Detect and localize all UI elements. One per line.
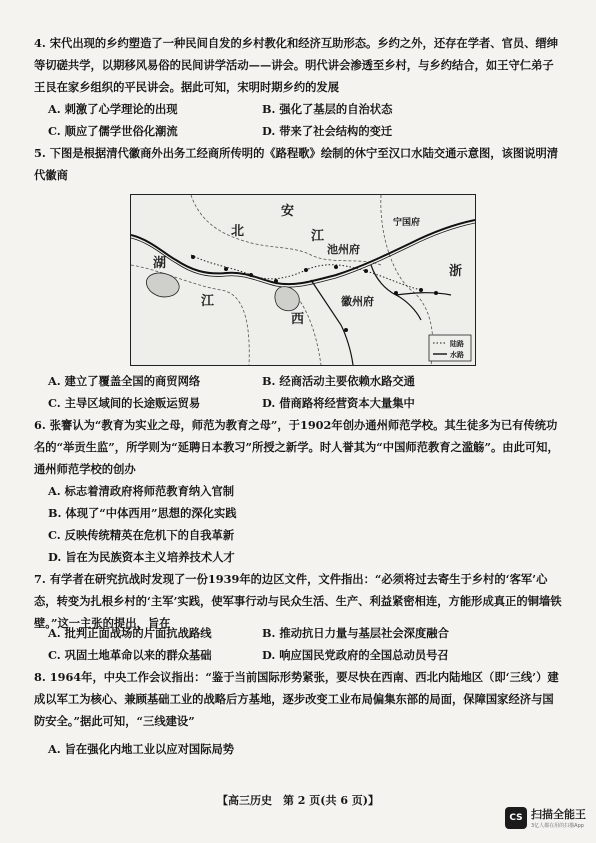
- option-5d: D. 借商路将经营资本大量集中: [262, 396, 415, 410]
- map-label-an: 安: [281, 204, 295, 219]
- option-8a: A. 旨在强化内地工业以应对国际局势: [48, 742, 235, 756]
- scanner-watermark: [505, 806, 586, 829]
- map-label-bei: 北: [231, 224, 245, 239]
- option-6b: B. 体现了“中体西用”思想的深化实践: [48, 506, 237, 520]
- map-label-xi: 西: [291, 312, 305, 327]
- camscanner-logo-icon: CS: [505, 807, 527, 829]
- question-8-stem: 8. 1964年，中央工作会议指出：“鉴于当前国际形势紧张，要尽快在西南、西北内陆地区（即‘三线’）建成以军工为核心、兼顾基础工业的战略后方基地，逐步改变工业布局偏集东部的局面，保障国家经济与国防安全。”据此可知，“三线建设”: [34, 670, 559, 728]
- option-7d: D. 响应国民党政府的全国总动员号召: [262, 648, 449, 662]
- map-label-jiang-north: 江: [311, 229, 325, 244]
- question-6-options: [34, 480, 564, 568]
- option-6c: C. 反映传统精英在危机下的自我革新: [48, 528, 235, 542]
- option-4a: A. 刺激了心学理论的出现: [48, 102, 178, 116]
- watermark-app-name: 扫描全能王: [531, 808, 586, 821]
- option-5b: B. 经商活动主要依赖水路交通: [262, 374, 415, 388]
- question-6-stem: 6. 张謇认为“教育为实业之母，师范为教育之母”，于1902年创办通州师范学校。其生徒多为已有传统功名的“举贡生监”，所学则为“延聘日本教习”所授之新学。时人誉其为“中国师范教育之滥觞”。由此可知，通州师范学校的创办: [34, 418, 559, 476]
- option-4d: D. 带来了社会结构的变迁: [262, 124, 393, 138]
- legend-land-label: 陆路: [450, 340, 464, 348]
- map-label-ningguo: 宁国府: [393, 218, 421, 228]
- question-8-options: [34, 738, 564, 760]
- map-label-jiang-south: 江: [201, 294, 215, 309]
- map-legend: [429, 335, 471, 361]
- question-7-options: [34, 622, 564, 666]
- option-4b: B. 强化了基层的自治状态: [262, 102, 393, 116]
- page-footer: 【高三历史 第 2 页(共 6 页)】: [216, 794, 380, 807]
- question-5-stem: 5. 下图是根据清代徽商外出务工经商所传明的《路程歌》绘制的休宁至汉口水陆交通示意图，该图说明清代徽商: [34, 146, 559, 182]
- map-label-chizhou: 池州府: [327, 243, 360, 256]
- option-4c: C. 顺应了儒学世俗化潮流: [48, 124, 178, 138]
- route-map-graphic: [131, 195, 475, 365]
- map-label-hu: 湖: [153, 256, 167, 271]
- map-label-huizhou: 徽州府: [341, 295, 374, 308]
- option-7b: B. 推动抗日力量与基层社会深度融合: [262, 626, 449, 640]
- route-map: [130, 194, 476, 366]
- question-7-stem: 7. 有学者在研究抗战时发现了一份1939年的边区文件，文件指出：“必须将过去寄生于乡村的‘客军’心态，转变为扎根乡村的‘主军’实践，使军事行动与民众生活、生产、利益紧密相连，方能形成真正的铜墙铁壁。”这一主张的提出，旨在: [34, 572, 562, 630]
- option-5c: C. 主导区域间的长途贩运贸易: [48, 396, 201, 410]
- legend-water-label: 水路: [450, 351, 464, 359]
- option-5a: A. 建立了覆盖全国的商贸网络: [48, 374, 201, 388]
- question-4-stem: 4. 宋代出现的乡约塑造了一种民间自发的乡村教化和经济互助形态。乡约之外，还存在学者、官员、缙绅等切磋共学，以期移风易俗的民间讲学活动——讲会。明代讲会渗透至乡村，与乡约结合，如王守仁弟子王艮在家乡组织的平民讲会。据此可知，宋明时期乡约的发展: [34, 36, 559, 94]
- option-6a: A. 标志着清政府将师范教育纳入官制: [48, 484, 235, 498]
- watermark-tagline: 3亿人都在用的扫描App: [531, 823, 584, 829]
- option-7c: C. 巩固土地革命以来的群众基础: [48, 648, 212, 662]
- question-4-options: [34, 98, 564, 142]
- option-6d: D. 旨在为民族资本主义培养技术人才: [48, 550, 235, 564]
- question-5-options: [34, 370, 564, 414]
- option-7a: A. 批判正面战场的片面抗战路线: [48, 626, 212, 640]
- map-label-zhe: 浙: [449, 264, 463, 279]
